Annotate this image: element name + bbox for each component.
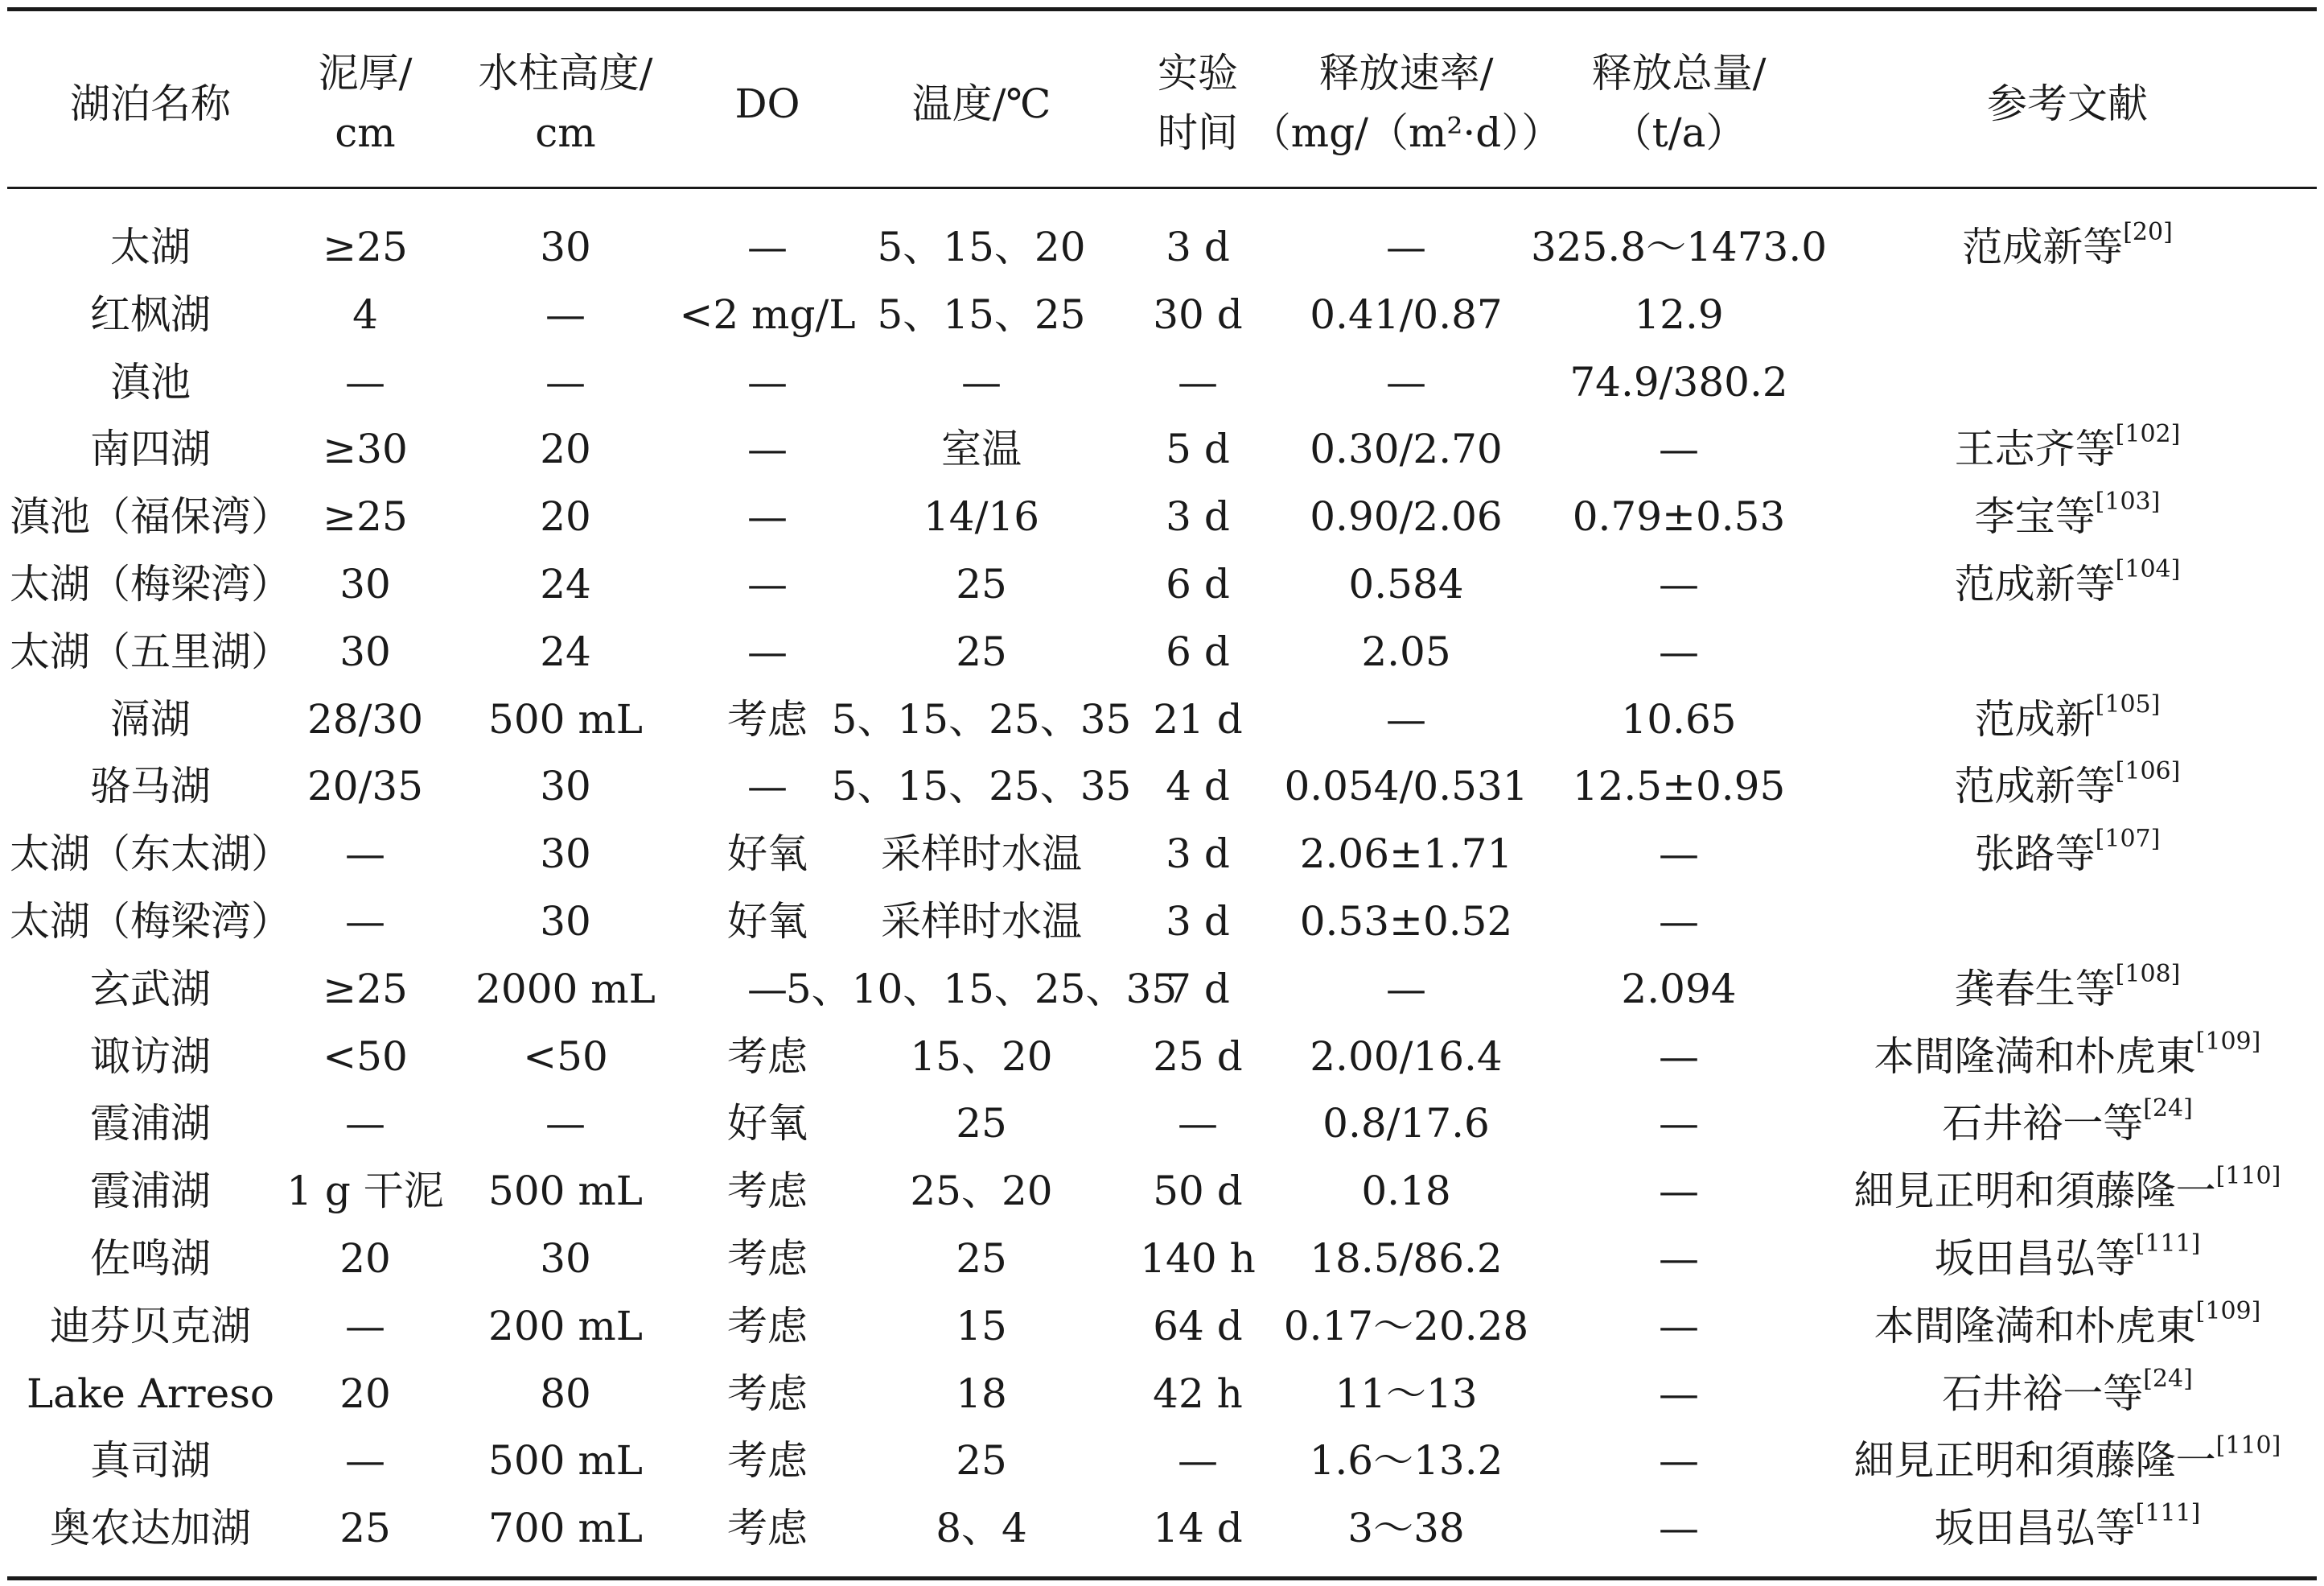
reference-number: [110]: [2215, 1432, 2281, 1460]
cell-release-total: 325.8～1473.0: [1530, 224, 1828, 270]
cell-release-rate: 11～13: [1335, 1370, 1478, 1417]
cell-time: 3 d: [1166, 898, 1230, 945]
header-water-line2: cm: [535, 109, 596, 156]
reference-authors: 李宝等: [1974, 493, 2096, 540]
cell-lake-name: 太湖（梅梁湾）: [10, 561, 291, 608]
cell-release-total: —: [1659, 628, 1699, 675]
header-time-line2: 时间: [1158, 109, 1238, 156]
cell-lake-name: 奥农达加湖: [50, 1505, 251, 1551]
cell-mud-thickness: —: [345, 1437, 385, 1484]
cell-mud-thickness: 4: [352, 291, 378, 338]
cell-time: 6 d: [1166, 561, 1230, 608]
reference-authors: 范成新等: [1962, 224, 2124, 270]
cell-release-rate: —: [1386, 359, 1426, 406]
cell-lake-name: 太湖（五里湖）: [10, 628, 291, 675]
cell-temperature: 18: [956, 1370, 1007, 1417]
cell-temperature: 15: [956, 1303, 1007, 1349]
cell-do: —: [747, 561, 788, 608]
cell-lake-name: 南四湖: [90, 426, 211, 472]
cell-do: —: [747, 426, 788, 472]
cell-time: 5 d: [1166, 426, 1230, 472]
cell-water-height: 20: [540, 493, 591, 540]
cell-mud-thickness: 28/30: [306, 696, 424, 743]
cell-time: 6 d: [1166, 628, 1230, 675]
cell-mud-thickness: 30: [339, 628, 391, 675]
cell-temperature: 25、20: [910, 1168, 1053, 1214]
cell-release-total: —: [1659, 1168, 1699, 1214]
cell-release-rate: 0.90/2.06: [1310, 493, 1503, 540]
cell-water-height: —: [545, 291, 586, 338]
cell-release-rate: —: [1386, 224, 1426, 270]
cell-reference: [1975, 690, 2161, 748]
reference-authors: 坂田昌弘等: [1934, 1505, 2136, 1551]
cell-time: 14 d: [1153, 1505, 1243, 1551]
cell-do: 考虑: [727, 1303, 808, 1349]
cell-water-height: <50: [523, 1033, 608, 1080]
cell-release-total: 12.9: [1634, 291, 1724, 338]
header-total-line2: （t/a）: [1611, 109, 1746, 156]
cell-time: 50 d: [1153, 1168, 1243, 1214]
cell-water-height: 30: [540, 224, 591, 270]
cell-temperature: 5、15、25、35: [831, 696, 1132, 743]
cell-time: 3 d: [1166, 224, 1230, 270]
cell-reference: [1935, 1499, 2201, 1557]
table-top-rule: [7, 7, 2317, 11]
cell-do: —: [747, 966, 788, 1012]
header-water-line1: 水柱高度/: [478, 50, 653, 97]
cell-lake-name: 滇池（福保湾）: [10, 493, 291, 540]
reference-number: [107]: [2095, 825, 2161, 853]
cell-temperature: 25: [956, 1235, 1007, 1282]
cell-mud-thickness: ≥25: [323, 493, 408, 540]
cell-lake-name: 太湖: [110, 224, 191, 270]
table-bottom-rule: [7, 1576, 2317, 1580]
cell-mud-thickness: ≥25: [323, 966, 408, 1012]
reference-authors: 坂田昌弘等: [1934, 1235, 2136, 1282]
table-header-rule: [7, 187, 2317, 189]
cell-do: 考虑: [727, 1370, 808, 1417]
cell-time: 3 d: [1166, 830, 1230, 877]
cell-lake-name: 真司湖: [90, 1437, 211, 1484]
cell-time: —: [1178, 359, 1218, 406]
cell-temperature: 8、4: [936, 1505, 1027, 1551]
cell-reference: [1874, 1028, 2261, 1085]
reference-number: [111]: [2135, 1230, 2201, 1258]
cell-time: 140 h: [1140, 1235, 1256, 1282]
cell-time: 7 d: [1166, 966, 1230, 1012]
cell-time: 4 d: [1166, 763, 1230, 809]
cell-time: —: [1178, 1437, 1218, 1484]
cell-temperature: 14/16: [923, 493, 1040, 540]
cell-reference: [1955, 757, 2181, 815]
cell-release-total: 74.9/380.2: [1569, 359, 1788, 406]
cell-water-height: 700 mL: [488, 1505, 643, 1551]
cell-lake-name: Lake Arreso: [26, 1370, 275, 1417]
cell-do: —: [747, 628, 788, 675]
cell-release-rate: 0.584: [1348, 561, 1464, 608]
cell-reference: [1942, 1365, 2193, 1423]
cell-release-rate: 0.8/17.6: [1322, 1100, 1490, 1147]
cell-temperature: —: [961, 359, 1002, 406]
cell-release-total: —: [1659, 561, 1699, 608]
cell-do: —: [747, 763, 788, 809]
cell-do: 好氧: [727, 830, 808, 877]
cell-mud-thickness: 20: [339, 1370, 391, 1417]
reference-authors: 本間隆満和朴虎東: [1874, 1033, 2196, 1080]
cell-release-total: —: [1659, 1437, 1699, 1484]
header-temperature: 温度/℃: [911, 80, 1051, 127]
cell-temperature: 25: [956, 1437, 1007, 1484]
reference-authors: 細見正明和須藤隆一: [1853, 1168, 2216, 1214]
cell-release-total: —: [1659, 830, 1699, 877]
reference-authors: 王志齐等: [1954, 426, 2116, 472]
cell-temperature: 5、15、25: [877, 291, 1086, 338]
reference-authors: 范成新等: [1954, 763, 2116, 809]
cell-lake-name: 滆湖: [110, 696, 191, 743]
cell-release-rate: 3～38: [1347, 1505, 1465, 1551]
cell-release-total: —: [1659, 898, 1699, 945]
cell-do: 考虑: [727, 1505, 808, 1551]
cell-mud-thickness: 20/35: [306, 763, 424, 809]
cell-time: 21 d: [1153, 696, 1243, 743]
reference-authors: 本間隆満和朴虎東: [1874, 1303, 2196, 1349]
cell-do: —: [747, 493, 788, 540]
cell-do: 考虑: [727, 1235, 808, 1282]
cell-mud-thickness: —: [345, 898, 385, 945]
cell-release-total: —: [1659, 1370, 1699, 1417]
cell-time: 30 d: [1153, 291, 1243, 338]
cell-do: —: [747, 224, 788, 270]
cell-release-rate: 1.6～13.2: [1309, 1437, 1503, 1484]
header-do: DO: [734, 80, 800, 127]
cell-release-total: —: [1659, 1235, 1699, 1282]
cell-lake-name: 迪芬贝克湖: [50, 1303, 251, 1349]
cell-release-rate: 18.5/86.2: [1310, 1235, 1503, 1282]
cell-temperature: 室温: [941, 426, 1022, 472]
reference-authors: 細見正明和須藤隆一: [1853, 1437, 2216, 1484]
cell-water-height: —: [545, 1100, 586, 1147]
cell-lake-name: 滇池: [110, 359, 191, 406]
cell-water-height: 500 mL: [488, 1437, 643, 1484]
cell-mud-thickness: —: [345, 359, 385, 406]
cell-release-rate: 0.41/0.87: [1310, 291, 1503, 338]
header-rate-line1: 释放速率/: [1318, 50, 1494, 97]
cell-temperature: 5、15、25、35: [831, 763, 1132, 809]
reference-number: [20]: [2123, 218, 2173, 246]
reference-number: [109]: [2195, 1297, 2261, 1325]
cell-lake-name: 太湖（梅梁湾）: [10, 898, 291, 945]
cell-reference: [1975, 825, 2161, 883]
cell-temperature: 15、20: [910, 1033, 1053, 1080]
cell-time: 42 h: [1153, 1370, 1243, 1417]
cell-release-rate: 0.53±0.52: [1299, 898, 1513, 945]
header-time-line1: 实验: [1158, 50, 1238, 97]
cell-reference: [1854, 1432, 2281, 1489]
cell-release-total: 10.65: [1621, 696, 1737, 743]
header-lake-name: 湖泊名称: [70, 80, 231, 127]
cell-mud-thickness: —: [345, 1100, 385, 1147]
cell-release-rate: 0.054/0.531: [1284, 763, 1528, 809]
cell-release-rate: 0.30/2.70: [1310, 426, 1503, 472]
reference-number: [102]: [2115, 420, 2181, 448]
cell-do: 好氧: [727, 1100, 808, 1147]
cell-lake-name: 红枫湖: [90, 291, 211, 338]
cell-release-total: —: [1659, 1033, 1699, 1080]
cell-reference: [1854, 1162, 2281, 1220]
cell-water-height: 2000 mL: [475, 966, 656, 1012]
cell-water-height: 30: [540, 898, 591, 945]
reference-number: [104]: [2115, 555, 2181, 583]
cell-release-total: —: [1659, 1303, 1699, 1349]
cell-temperature: 25: [956, 1100, 1007, 1147]
cell-mud-thickness: 1 g 干泥: [286, 1168, 444, 1214]
cell-do: —: [747, 359, 788, 406]
header-mud-line2: cm: [335, 109, 396, 156]
cell-water-height: 500 mL: [488, 696, 643, 743]
cell-time: 25 d: [1153, 1033, 1243, 1080]
cell-do: 好氧: [727, 898, 808, 945]
cell-temperature: 采样时水温: [881, 898, 1082, 945]
cell-temperature: 25: [956, 628, 1007, 675]
cell-water-height: 200 mL: [488, 1303, 643, 1349]
reference-authors: 龚春生等: [1954, 966, 2116, 1012]
cell-release-rate: 2.05: [1361, 628, 1451, 675]
cell-water-height: 24: [540, 628, 591, 675]
header-rate-line2: （mg/（m²·d））: [1250, 109, 1562, 156]
cell-water-height: 30: [540, 830, 591, 877]
header-total-line1: 释放总量/: [1591, 50, 1767, 97]
cell-lake-name: 诹访湖: [90, 1033, 211, 1080]
cell-reference: [1955, 960, 2181, 1018]
cell-release-total: —: [1659, 426, 1699, 472]
cell-reference: [1962, 218, 2173, 276]
cell-lake-name: 太湖（东太湖）: [10, 830, 291, 877]
reference-authors: 石井裕一等: [1942, 1370, 2144, 1417]
reference-authors: 张路等: [1974, 830, 2096, 877]
cell-do: 考虑: [727, 1033, 808, 1080]
reference-authors: 范成新: [1974, 696, 2096, 743]
cell-water-height: 24: [540, 561, 591, 608]
cell-lake-name: 霞浦湖: [90, 1100, 211, 1147]
cell-do: 考虑: [727, 1168, 808, 1214]
reference-authors: 石井裕一等: [1942, 1100, 2144, 1147]
cell-mud-thickness: ≥30: [323, 426, 408, 472]
cell-release-total: —: [1659, 1505, 1699, 1551]
cell-release-rate: 0.17～20.28: [1283, 1303, 1529, 1349]
cell-water-height: 80: [540, 1370, 591, 1417]
reference-number: [108]: [2115, 960, 2181, 988]
cell-mud-thickness: ≥25: [323, 224, 408, 270]
cell-release-rate: 2.06±1.71: [1299, 830, 1513, 877]
cell-reference: [1935, 1230, 2201, 1287]
reference-number: [109]: [2195, 1028, 2261, 1056]
cell-release-rate: 2.00/16.4: [1310, 1033, 1503, 1080]
cell-temperature: 25: [956, 561, 1007, 608]
reference-number: [106]: [2115, 757, 2181, 785]
cell-lake-name: 玄武湖: [90, 966, 211, 1012]
cell-lake-name: 佐鸣湖: [90, 1235, 211, 1282]
cell-release-rate: —: [1386, 696, 1426, 743]
reference-number: [105]: [2095, 690, 2161, 719]
reference-number: [24]: [2143, 1365, 2193, 1393]
cell-water-height: 30: [540, 763, 591, 809]
cell-mud-thickness: <50: [323, 1033, 408, 1080]
cell-water-height: 20: [540, 426, 591, 472]
cell-temperature: 采样时水温: [881, 830, 1082, 877]
cell-time: —: [1178, 1100, 1218, 1147]
reference-authors: 范成新等: [1954, 561, 2116, 608]
cell-mud-thickness: —: [345, 830, 385, 877]
cell-time: 3 d: [1166, 493, 1230, 540]
cell-reference: [1942, 1094, 2193, 1152]
cell-mud-thickness: 20: [339, 1235, 391, 1282]
cell-release-total: 12.5±0.95: [1572, 763, 1786, 809]
reference-number: [103]: [2095, 488, 2161, 516]
cell-mud-thickness: 25: [339, 1505, 391, 1551]
cell-release-rate: —: [1386, 966, 1426, 1012]
cell-water-height: 30: [540, 1235, 591, 1282]
header-reference: 参考文献: [1987, 80, 2148, 127]
cell-mud-thickness: 30: [339, 561, 391, 608]
cell-time: 64 d: [1153, 1303, 1243, 1349]
cell-release-total: —: [1659, 1100, 1699, 1147]
cell-release-total: 0.79±0.53: [1572, 493, 1786, 540]
cell-reference: [1955, 420, 2181, 478]
cell-lake-name: 骆马湖: [90, 763, 211, 809]
cell-reference: [1955, 555, 2181, 613]
cell-temperature: 5、10、15、25、35: [785, 966, 1178, 1012]
reference-number: [110]: [2215, 1162, 2281, 1190]
reference-number: [24]: [2143, 1094, 2193, 1123]
cell-temperature: 5、15、20: [877, 224, 1086, 270]
cell-release-total: 2.094: [1621, 966, 1737, 1012]
cell-lake-name: 霞浦湖: [90, 1168, 211, 1214]
cell-do: 考虑: [727, 696, 808, 743]
reference-number: [111]: [2135, 1499, 2201, 1527]
cell-do: <2 mg/L: [679, 291, 856, 338]
cell-mud-thickness: —: [345, 1303, 385, 1349]
cell-water-height: 500 mL: [488, 1168, 643, 1214]
cell-do: 考虑: [727, 1437, 808, 1484]
cell-water-height: —: [545, 359, 586, 406]
cell-reference: [1975, 488, 2161, 546]
header-mud-line1: 泥厚/: [318, 50, 413, 97]
cell-reference: [1874, 1297, 2261, 1355]
cell-release-rate: 0.18: [1361, 1168, 1451, 1214]
